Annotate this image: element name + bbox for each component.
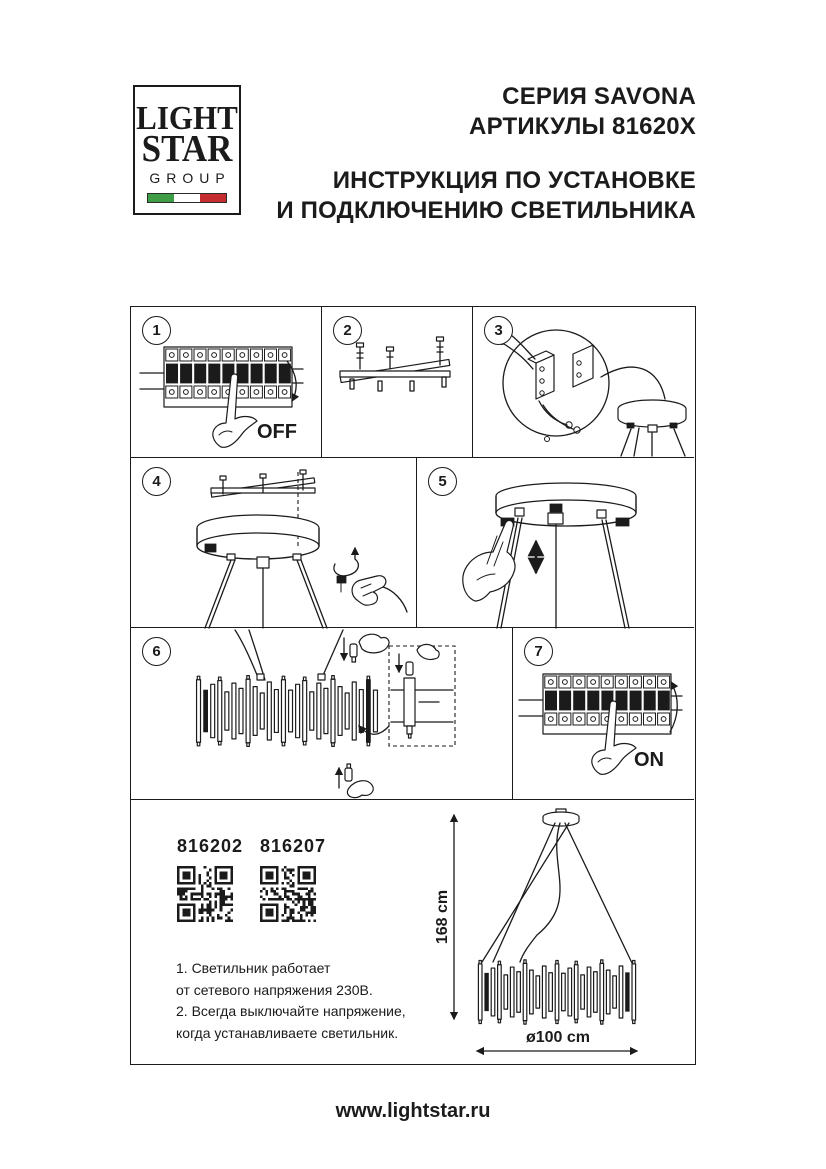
step-4-number-badge: 4 [142, 467, 171, 496]
dimension-drawing [425, 805, 665, 1063]
instruction-title-line2: И ПОДКЛЮЧЕНИЮ СВЕТИЛЬНИКА [276, 197, 696, 224]
chandelier-drum-icon [197, 676, 378, 747]
chandelier-drum-icon [478, 960, 635, 1024]
height-dimension-label: 168 cm [434, 889, 451, 945]
step-7-panel [513, 628, 694, 800]
step-5-panel [417, 458, 694, 628]
logo-word-light: LIGHT [136, 98, 238, 137]
note-line-2: от сетевого напряжения 230В. [176, 981, 373, 998]
canopy-icon [197, 515, 327, 628]
product-info-panel [131, 800, 694, 1063]
cable-adjust-drawing [417, 460, 694, 628]
terminal-block-icon [528, 345, 593, 399]
instruction-title-line1: ИНСТРУКЦИЯ ПО УСТАНОВКЕ [332, 167, 696, 194]
note-line-1: 1. Светильник работает [176, 960, 331, 976]
step-1-panel [131, 307, 322, 458]
diameter-dimension [477, 1029, 637, 1051]
diameter-dimension-label: ø100 cm [525, 1029, 591, 1046]
circuit-breaker-icon [140, 347, 303, 407]
suspension-wires-icon [235, 630, 343, 680]
flag-white-segment [174, 194, 201, 202]
safety-notes [176, 958, 456, 1044]
italian-flag-bar [147, 193, 227, 203]
tighten-nut-hand-icon [334, 548, 407, 612]
website-url: www.lightstar.ru [335, 1100, 491, 1122]
product-code-816207: 816207 [260, 836, 327, 856]
logo-word-group: GROUP [149, 170, 231, 186]
canopy-icon [618, 400, 686, 456]
lamp-insertion-drawing [131, 630, 511, 800]
on-label: ON [634, 749, 664, 771]
note-line-3: 2. Всегда выключайте напряжение, [176, 1003, 406, 1019]
step-1-number-badge: 1 [142, 316, 171, 345]
insert-lamp-top-hand-icon [344, 634, 389, 662]
step-6-panel [131, 628, 513, 800]
adjusting-hand-icon [463, 520, 515, 601]
step-2-panel [322, 307, 473, 458]
step-3-panel [473, 307, 694, 458]
series-title: СЕРИЯ SAVONA [502, 83, 696, 110]
ceiling-crossbar-icon [211, 470, 315, 497]
suspension-cables-icon [482, 823, 632, 963]
series-block [469, 82, 696, 142]
lamp-detail-inset [389, 644, 455, 746]
product-code-816202: 816202 [177, 836, 244, 856]
off-label: OFF [257, 421, 297, 443]
step-5-number-badge: 5 [428, 467, 457, 496]
mounting-bracket-icon [340, 337, 450, 391]
step-4-panel [131, 458, 417, 628]
lightstar-logo [133, 85, 241, 215]
canopy-icon [496, 483, 636, 628]
logo-word-star: STAR [141, 127, 233, 170]
qr-code-816202 [177, 866, 233, 922]
height-dimension [434, 815, 454, 1019]
canopy-mounting-drawing [131, 460, 415, 628]
flag-green-segment [148, 194, 174, 202]
step-2-number-badge: 2 [333, 316, 362, 345]
instruction-title-block [276, 166, 696, 226]
canopy-icon [543, 809, 579, 826]
insert-lamp-bottom-hand-icon [339, 764, 373, 798]
step-3-number-badge: 3 [484, 316, 513, 345]
step-7-number-badge: 7 [524, 637, 553, 666]
circuit-breaker-icon [519, 674, 682, 734]
articles-title: АРТИКУЛЫ 81620X [469, 113, 696, 140]
instruction-grid [130, 306, 696, 1065]
step-6-number-badge: 6 [142, 637, 171, 666]
qr-code-816207 [260, 866, 316, 922]
flag-red-segment [200, 194, 226, 202]
leader-curve [601, 367, 665, 399]
note-line-4: когда устанавливаете светильник. [176, 1024, 399, 1041]
breaker-on-drawing [515, 648, 697, 782]
